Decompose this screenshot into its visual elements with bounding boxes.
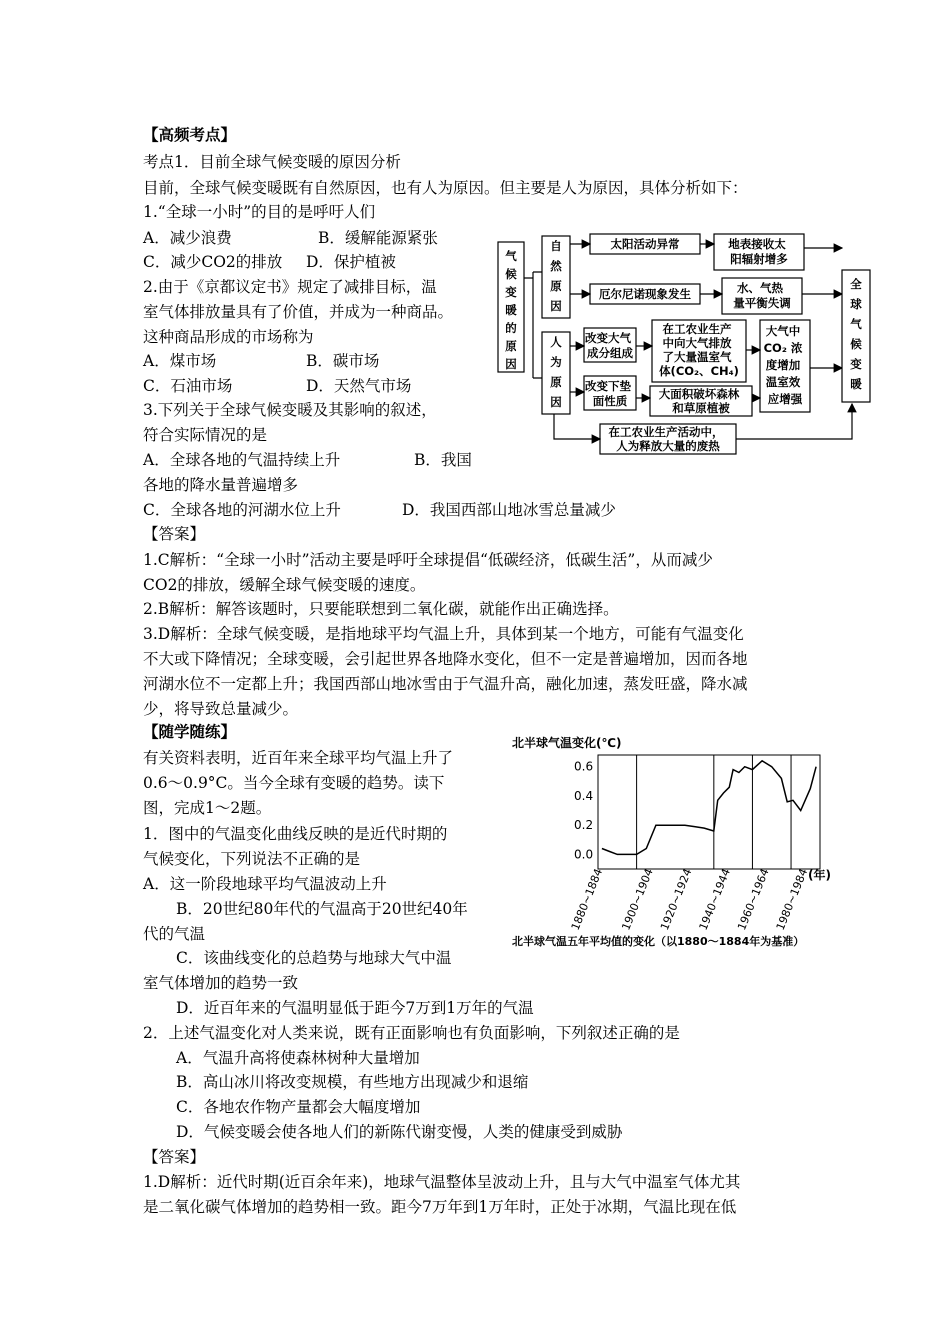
p-q1-option-c-cont: 室气体增加的趋势一致 [143,974,299,992]
answer-line: 1.D解析：近代时期(近百余年来)，地球气温整体呈波动上升，且与大气中温室气体尤其 [143,1173,741,1191]
answer-line: 是二氧化碳气体增加的趋势相一致。距今7万年到1万年时，正处于冰期，气温比现在低 [143,1198,737,1216]
p-q1-option-b-cont: 代的气温 [143,925,206,943]
diagram-n2r: 水、气热 量平衡失调 [733,281,791,310]
answer-line: 少，将导致总量减少。 [143,700,299,718]
q2-option-b: B．碳市场 [306,352,380,370]
p-q1-stem-line1: 1．图中的气温变化曲线反映的是近代时期的 [143,825,448,843]
q3-stem-line1: 3.下列关于全球气候变暖及其影响的叙述， [143,401,437,419]
y-tick-label: 0.4 [574,788,594,803]
series-line [602,761,816,855]
q1-stem: 1.“全球一小时”的目的是呼吁人们 [143,203,376,221]
p-q1-option-d: D．近百年来的气温明显低于距今7万到1万年的气温 [176,999,534,1017]
q3-option-b-cont: 各地的降水量普遍增多 [143,476,299,494]
q2-stem-line3: 这种商品形成的市场称为 [143,328,314,346]
x-tick-label: 1880~1884 [568,866,606,933]
y-tick-label: 0.0 [574,847,594,862]
cause-flow-diagram [490,228,885,460]
diagram-h2: 改变下垫 面性质 [584,379,631,408]
diagram-natural-cause: 自然原因 [550,239,562,313]
p-q1-stem-line2: 气候变化，下列说法不正确的是 [143,850,361,868]
practice-intro-line1: 有关资料表明，近百年来全球平均气温上升了 [143,749,454,767]
answer-line: 河湖水位不一定都上升；我国西部山地冰雪由于气温升高，融化加速，蒸发旺盛，降水减 [143,675,748,693]
x-tick-label: 1980~1984 [773,866,811,933]
x-axis-label: (年) [808,868,831,882]
p-q2-option-c: C．各地农作物产量都会大幅度增加 [176,1098,421,1116]
diagram-h2r: 大面积破坏森林 和草原植被 [658,387,740,415]
intro-text: 目前，全球气候变暖既有自然原因，也有人为原因。但主要是人为原因，具体分析如下： [143,179,748,197]
p-q1-option-b: B．20世纪80年代的气温高于20世纪40年 [176,900,468,918]
q2-option-a: A．煤市场 [143,352,217,370]
practice-intro-line2: 0.6～0.9°C。当今全球有变暖的趋势。读下 [143,774,445,792]
chart-title: 北半球气温变化(℃) [512,736,622,750]
q1-option-a: A．减少浪费 [143,229,232,247]
diagram-human-cause: 人为原因 [550,335,562,409]
y-tick-label: 0.6 [574,759,594,774]
topic-title: 考点1．目前全球气候变暖的原因分析 [143,153,401,171]
p-q2-option-d: D．气候变暖会使各地人们的新陈代谢变慢，人类的健康受到威胁 [176,1123,623,1141]
answer-heading-2: 【答案】 [143,1148,206,1166]
q1-option-b: B．缓解能源紧张 [318,229,438,247]
p-q2-option-b: B．高山冰川将改变规模，有些地方出现减少和退缩 [176,1073,529,1091]
diagram-h1: 改变大气 成分组成 [584,331,633,360]
p-q2-stem: 2．上述气温变化对人类来说，既有正面影响也有负面影响，下列叙述正确的是 [143,1024,680,1042]
answer-line: 3.D解析：全球气候变暖，是指地球平均气温上升，具体到某一个地方，可能有气温变化 [143,625,744,643]
diagram-co2: 大气中 CO₂ 浓 度增加 温室效 应增强 [763,324,803,406]
practice-intro-line3: 图，完成1～2题。 [143,799,272,817]
diagram-h1r: 在工农业生产 中向大气排放 了大量温室气 体(CO₂、CH₄) [659,322,739,378]
diagram-result: 全球气候变暖 [850,277,862,391]
diagram-n1r: 地表接收太 阳辐射增多 [728,237,788,266]
q3-option-c: C．全球各地的河湖水位上升 [143,501,341,519]
x-tick-label: 1920~1924 [657,866,695,933]
q3-option-b: B．我国 [414,451,472,469]
q1-option-c: C．减少CO2的排放 [143,253,283,271]
diagram-h3: 在工农业生产活动中， 人为释放大量的废热 [608,425,724,453]
answer-line: 2.B解析：解答该题时，只要能联想到二氧化碳，就能作出正确选择。 [143,600,619,618]
q2-stem-line1: 2.由于《京都议定书》规定了减排目标，温 [143,278,437,296]
answer-line: 不大或下降情况；全球变暖，会引起世界各地降水变化，但不一定是普遍增加，因而各地 [143,650,748,668]
q3-stem-line2: 符合实际情况的是 [143,426,268,444]
q3-option-a: A．全球各地的气温持续上升 [143,451,341,469]
q1-option-d: D．保护植被 [306,253,396,271]
diagram-n1: 太阳活动异常 [610,237,680,251]
p-q1-option-a: A．这一阶段地球平均气温波动上升 [143,875,387,893]
x-tick-label: 1900~1904 [619,866,656,933]
section-heading-practice: 【随学随练】 [143,722,237,741]
answer-heading-1: 【答案】 [143,525,206,543]
q2-stem-line2: 室气体排放量具有了价值，并成为一种商品。 [143,303,454,321]
diagram-left-label: 气候变暖的原因 [505,249,517,371]
answer-line: CO2的排放，缓解全球气候变暖的速度。 [143,576,426,594]
x-tick-label: 1940~1944 [696,866,734,933]
p-q1-option-c: C．该曲线变化的总趋势与地球大气中温 [176,949,452,967]
q3-option-d: D．我国西部山地冰雪总量减少 [402,501,616,519]
plot-frame [598,755,820,869]
x-tick-label: 1960~1964 [735,866,772,933]
chart-caption: 北半球气温五年平均值的变化（以1880～1884年为基准） [512,935,805,948]
y-tick-label: 0.2 [574,818,594,833]
q2-option-d: D．天然气市场 [306,377,412,395]
q2-option-c: C．石油市场 [143,377,233,395]
section-heading-high-frequency: 【高频考点】 [143,125,237,144]
answer-line: 1.C解析：“全球一小时”活动主要是呼吁全球提倡“低碳经济，低碳生活”，从而减少 [143,551,713,569]
p-q2-option-a: A．气温升高将使森林树种大量增加 [176,1049,420,1067]
diagram-n2: 厄尔尼诺现象发生 [599,287,691,301]
temperature-chart [508,733,870,955]
